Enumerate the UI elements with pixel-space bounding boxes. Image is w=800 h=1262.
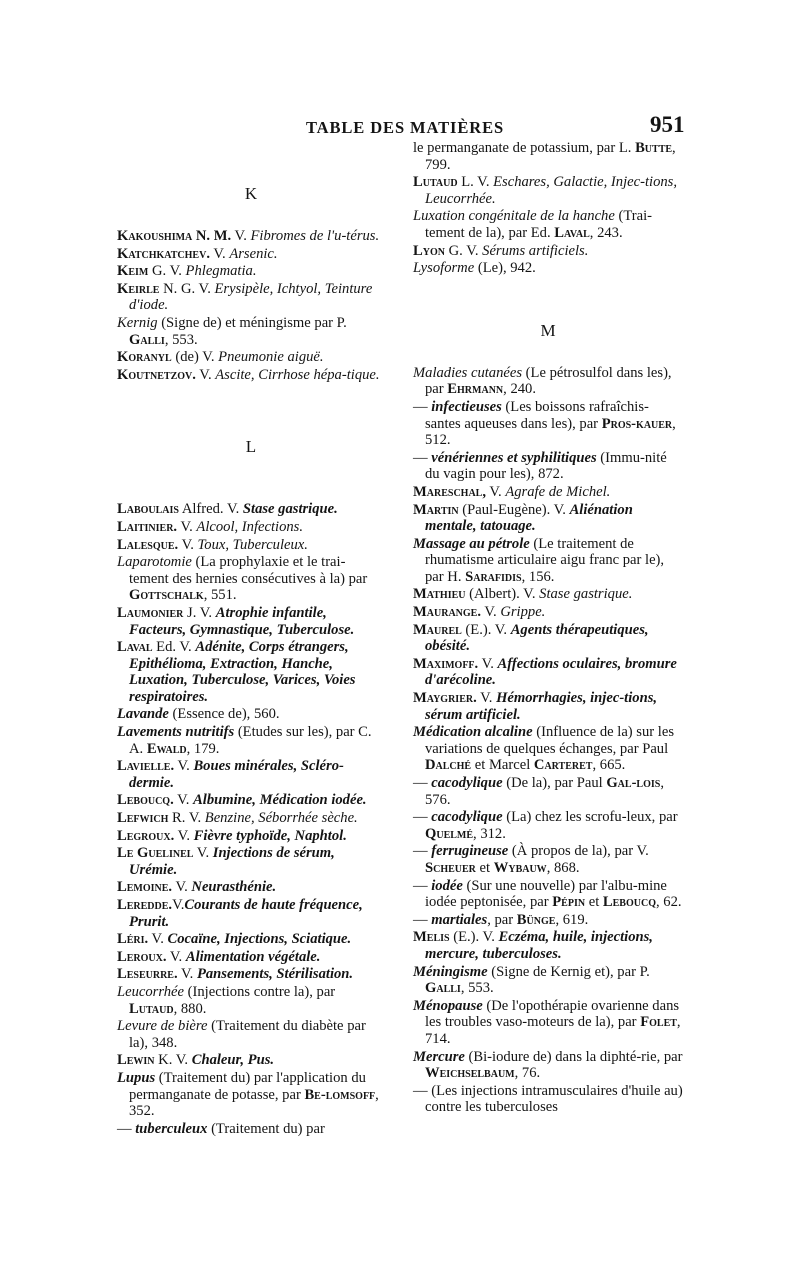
entry-text: Ed. V. [152,639,196,656]
entry-text: Koranyl [117,349,172,366]
entry-text: Pépin [552,894,586,911]
index-entry [413,690,683,723]
entry-text: Neurasthénie. [191,879,277,896]
entry-text: , 512. [425,415,676,449]
entry-text: Butte [635,140,673,156]
entry-text: Stase gastrique. [242,501,338,518]
entry-text: (Sur une nouvelle) par l'albu-mine iodée peptonisée, par [425,877,667,911]
entry-text: V. [209,245,230,262]
entry-text: (Trai-tement de la), par Ed. [425,208,653,241]
entry-text: V. [174,758,194,775]
entry-text: (La prophylaxie et le trai-tement des hernies consécutives à la) par [129,554,368,587]
entry-text: Laitinier. [117,518,178,535]
index-entry [413,484,683,501]
entry-text: infectieuses [431,398,502,415]
entry-text: Alimentation végétale. [185,948,321,965]
entry-text: , par [487,911,517,928]
entry-text: (À propos de la), par V. [508,843,649,860]
index-entry [413,502,683,535]
entry-text: V. [172,897,185,913]
entry-text: (La) chez les scrofu-leux, par [502,809,678,826]
index-entry [413,243,683,260]
section-letter-m: M [540,320,556,340]
entry-text: Hémorrhagies, injec-tions, sérum artificiel. [425,690,658,723]
entry-text: Laumonier [117,604,184,621]
entry-text: Scheuer [425,859,476,876]
entry-text: (Les boissons rafraîchis-santes aqueuses dans les), par [425,398,649,432]
entry-text: , 714. [425,1014,681,1047]
entry-text: (Essence de), 560. [168,706,280,723]
entry-text: Dalché [425,757,472,774]
entry-text: Boues minérales, Scléro-dermie. [129,758,344,791]
entry-text: Maximoff. [413,655,479,672]
entry-text: , 553. [164,331,198,348]
entry-text: Katchkatchev. [117,245,210,262]
index-entry [117,949,385,966]
entry-text: — [413,843,432,860]
entry-text: , 156. [521,568,555,585]
entry-text: Albumine, Médication iodée. [193,792,367,809]
entry-text: Stase gastrique. [539,586,633,603]
entry-text: — [413,911,432,928]
entry-text: (Le), 942. [474,260,536,277]
entry-text: Leredde. [117,897,173,913]
index-entry [117,879,385,896]
entry-text: (Le pétrosulfol dans les), par [425,364,672,398]
index-entry [413,775,683,808]
entry-text: Folet [640,1014,677,1031]
entry-text: Alfred. V. [178,501,243,518]
entry-text: Weichselbaum [425,1065,515,1082]
entry-text: (E.). V. [449,929,499,946]
index-entry [117,228,385,245]
entry-text: L. V. [457,174,494,191]
entry-text: — [413,449,432,466]
index-entry [117,810,385,827]
entry-text: V. [177,518,197,535]
entry-text: (Signe de Kernig et), par P. [487,963,650,980]
index-entry [413,998,683,1048]
index-entry [413,140,683,173]
entry-text: (E.). V. [461,621,511,638]
entry-text: , 551. [203,587,237,604]
entry-text: Courants de haute fréquence, Prurit. [129,897,363,930]
entry-text: (Bi-iodure de) dans la diphté-rie, par [464,1048,683,1065]
entry-text: Lyon [413,242,445,259]
l-entries [117,501,385,1137]
entry-text: Legroux. [117,827,175,844]
entry-text: Lavements nutritifs [117,724,235,741]
entry-text: Massage au pétrole [413,535,530,552]
entry-text: Fibromes de l'u-térus. [250,228,380,244]
k-entries [117,228,385,383]
entry-text: Carteret [533,757,593,774]
entry-text: Wybauw [493,859,547,876]
entry-text: Leboucq. [117,792,174,809]
entry-text: et Marcel [471,757,534,774]
entry-text: Lutaud [129,1000,174,1017]
entry-text: Bünge [516,911,556,928]
entry-text: Fièvre typhoïde, Naphtol. [193,827,347,844]
index-entry [413,656,683,689]
entry-text: Laparotomie [117,554,192,571]
index-entry [117,554,385,604]
index-entry [117,639,385,705]
index-entry [413,1049,683,1082]
entry-text: , 179. [186,740,220,757]
top-entries [413,140,683,277]
entry-text: Leseurre. [117,966,178,983]
entry-text: V. [478,655,498,672]
index-entry [117,605,385,638]
entry-text: Galli [129,331,165,348]
entry-text: , 576. [425,775,664,808]
entry-text: , 665. [592,757,626,774]
entry-text: Mathieu [413,586,466,603]
entry-text: (Traitement du) par [207,1120,325,1137]
index-entry [117,349,385,366]
entry-text: Luxation congénitale de la hanche [413,208,615,225]
entry-text: (De la), par Paul [502,775,607,791]
index-entry [413,809,683,842]
entry-text: Méningisme [413,963,488,980]
entry-text: Sérums artificiels. [482,242,589,259]
entry-text: Gal-lois [606,775,661,791]
entry-text: vénériennes et syphilitiques [431,449,597,466]
index-entry [413,365,683,398]
entry-text: Eschares, Galactie, Injec-tions, Leucorrhée. [425,174,677,207]
entry-text: — [413,809,432,826]
section-letter-k: K [244,184,258,203]
entry-text: Maurange. [413,604,481,621]
entry-text: Pros-kauer [601,415,673,432]
entry-text: Ascite, Cirrhose hépa-tique. [215,366,380,383]
index-entry [413,912,683,929]
entry-text: Chaleur, Pus. [191,1052,275,1069]
entry-text: , 619. [555,911,589,928]
entry-text: (Traitement du diabète par la), 348. [129,1018,366,1051]
entry-text: Lefwich [117,810,169,827]
entry-text: (Influence de la) sur les variations de quelques échanges, par Paul [425,724,675,757]
entry-text: V. [177,966,197,983]
index-entry [117,897,385,930]
entry-text: , 880. [173,1000,207,1017]
entry-text: Lewin [117,1052,155,1069]
entry-text: (Albert). V. [465,586,540,603]
entry-text: (Injections contre la), par [184,983,336,1000]
entry-text: Sarafidis [465,568,522,585]
entry-text: — [413,877,432,894]
entry-text: V. [166,948,186,965]
entry-text: (Etudes sur les), par C. A. [129,724,372,757]
entry-text: Toux, Tuberculeux. [197,536,308,553]
entry-text: Injections de sérum, Urémie. [129,845,335,878]
entry-text: Le Guelinel [117,845,194,862]
entry-text: V. [480,604,501,621]
index-entry [117,537,385,554]
entry-text: iodée [431,877,463,894]
entry-text: Keim [117,263,149,280]
entry-text: V. [231,228,251,244]
entry-text: Mercure [413,1048,465,1065]
entry-text: — [117,1120,136,1137]
entry-text: Laval [117,639,153,656]
entry-text: V. [148,931,168,948]
entry-text: Maladies cutanées [413,364,523,381]
entry-text: Leboucq [602,894,656,911]
entry-text: Lysoforme [413,260,475,277]
entry-text: martiales [431,911,488,928]
index-entry [413,260,683,277]
entry-text: Laboulais [117,501,179,518]
entry-text: ferrugineuse [431,843,509,860]
entry-text: , 76. [514,1065,541,1082]
entry-text: Leucorrhée [117,983,185,1000]
entry-text: le permanganate de potassium, par L. [413,140,636,156]
index-entry [117,367,385,384]
index-entry [117,845,385,878]
entry-text: (De l'opothérapie ovarienne dans les troubles vaso-moteurs de la), par [425,997,680,1031]
entry-text: Lutaud [413,174,458,191]
entry-text: Erysipèle, Ichtyol, Teinture d'iode. [129,280,373,314]
entry-text: — (Les injections intramusculaires d'huile au) contre les tuberculoses [413,1082,683,1116]
entry-text: , 352. [129,1086,379,1120]
entry-text: Levure de bière [117,1018,208,1035]
index-entry [413,586,683,603]
index-entry [413,399,683,449]
entry-text: Maygrier. [413,690,477,707]
index-entry [413,878,683,911]
entry-text: , 243. [589,224,623,241]
entry-text: V. [178,536,198,553]
entry-text: G. V. [444,242,483,259]
entry-text: V. [476,690,497,707]
index-entry [413,843,683,876]
index-entry [117,263,385,280]
index-entry [117,828,385,845]
entry-text: Keirle [117,280,160,297]
running-header-title: TABLE DES MATIÈRES [306,118,505,137]
entry-text: Phlegmatia. [185,263,257,280]
entry-text: Lupus [117,1069,156,1086]
entry-text: R. V. [168,810,205,827]
entry-text: (Traitement du) par l'application du permanganate de potasse, par [129,1069,366,1103]
entry-text: (Immu-nité du vagin pour les), 872. [425,449,667,483]
entry-text: Arsenic. [229,245,278,262]
entry-text: J. V. [183,604,216,621]
entry-text: , 312. [473,825,506,842]
entry-text: , 799. [425,140,676,173]
entry-text: Eczéma, huile, injections, mercure, tuberculoses. [425,929,653,962]
entry-text: (de) V. [171,349,219,366]
entry-text: Lavielle. [117,758,175,775]
entry-text: Melis [413,929,450,946]
index-entry [117,519,385,536]
left-column [117,140,385,1138]
entry-text: Laval [554,224,590,241]
entry-text: V. [193,845,213,862]
entry-text: , 868. [546,859,580,876]
index-entry [117,246,385,263]
entry-text: , 62. [655,894,682,911]
entry-text: Ménopause [413,997,483,1014]
entry-text: Léri. [117,931,149,948]
m-entries [413,365,683,1116]
index-entry [413,604,683,621]
index-entry [117,1070,385,1120]
index-entry [117,724,385,757]
entry-text: cacodylique [431,809,503,826]
entry-text: — [413,398,432,415]
index-entry [413,208,683,241]
entry-text: N. G. V. [159,280,215,297]
entry-text: Leroux. [117,948,167,965]
entry-text: Quelmé [425,825,474,842]
entry-text: Agrafe de Michel. [505,483,611,500]
entry-text: V. [486,483,506,500]
index-entry [117,1121,385,1138]
entry-text: Be-lomsoff [304,1086,376,1103]
entry-text: Benzine, Séborrhée sèche. [204,810,358,827]
entry-text: Koutnetzov. [117,366,196,383]
entry-text: tuberculeux [135,1120,208,1137]
entry-text: et [585,894,603,911]
entry-text: (Signe de) et méningisme par P. [157,314,347,331]
index-entry [117,501,385,518]
entry-text: Médication alcaline [413,724,533,741]
index-entry [117,315,385,348]
index-entry [117,792,385,809]
entry-text: Adénite, Corps étrangers, Epithélioma, Extraction, Hanche, Luxation, Tuberculose, Varices, Voies respiratoires. [129,639,356,705]
index-entry [413,1083,683,1116]
index-entry [117,1052,385,1069]
entry-text: Ewald [146,740,187,757]
entry-text: , 553. [460,980,494,997]
index-entry [413,536,683,586]
index-entry [117,931,385,948]
entry-text: — [413,775,432,791]
entry-text: Cocaïne, Injections, Sciatique. [167,931,352,948]
entry-text: G. V. [148,263,186,280]
index-entry [413,450,683,483]
entry-text: V. [174,827,194,844]
entry-text: K. V. [154,1052,192,1069]
entry-text: Galli [425,980,461,997]
entry-text: Ehrmann [447,381,504,398]
index-entry [117,1018,385,1051]
entry-text: V. [195,366,216,383]
entry-text: Lalesque. [117,536,179,553]
entry-text: (Le traitement de rhumatisme articulaire aigu franc par le), par H. [425,535,665,585]
entry-text: et [475,859,494,876]
entry-text: Pneumonie aiguë. [218,349,324,366]
entry-text: Kakoushima N. M. [117,228,232,244]
index-entry [117,758,385,791]
index-entry [413,964,683,997]
entry-text: , 240. [503,381,536,398]
right-column [413,140,683,1117]
entry-text: Atrophie infantile, Facteurs, Gymnastique, Tuberculose. [129,604,355,638]
page-number: 951 [650,112,685,137]
index-entry [117,984,385,1017]
entry-text: Grippe. [500,604,546,621]
entry-text: Aliénation mentale, tatouage. [425,501,633,535]
index-entry [117,706,385,723]
index-entry [413,929,683,962]
index-entry [117,281,385,314]
entry-text: Pansements, Stérilisation. [196,966,354,983]
entry-text: Agents thérapeutiques, obésité. [425,621,649,655]
entry-text: Maurel [413,621,462,638]
entry-text: V. [173,792,194,809]
entry-text: Martin [413,501,459,518]
entry-text: Lavande [117,706,169,723]
section-letter-l: L [245,437,257,457]
entry-text: Lemoine. [117,879,173,896]
entry-text: V. [172,879,192,896]
entry-text: Alcool, Infections. [196,518,303,535]
index-entry [413,724,683,774]
index-entry [413,174,683,207]
entry-text: Affections oculaires, bromure d'arécoline. [425,655,677,689]
entry-text: Kernig [117,314,158,331]
entry-text: Mareschal, [413,483,486,500]
entry-text: (Paul-Eugène). V. [458,501,570,518]
entry-text: cacodylique [431,775,503,791]
index-entry [117,966,385,983]
index-entry [413,622,683,655]
entry-text: Gottschalk [129,587,204,604]
